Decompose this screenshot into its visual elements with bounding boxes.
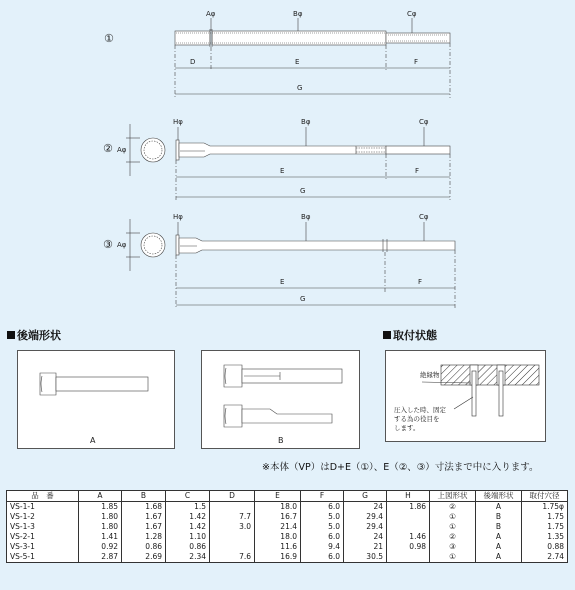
fig2-pin-drawing — [126, 124, 450, 200]
fig2-label-h: Hφ — [173, 118, 183, 126]
table-cell: ① — [430, 552, 476, 563]
table-cell: 1.85 — [79, 502, 122, 513]
table-cell: 1.46 — [387, 532, 430, 542]
table-row — [7, 522, 568, 532]
table-cell: 2.87 — [79, 552, 122, 563]
table-cell: ① — [430, 512, 476, 522]
table-row — [7, 552, 568, 563]
table-cell: 18.0 — [255, 532, 301, 542]
table-cell: ② — [430, 532, 476, 542]
table-cell: 6.0 — [301, 532, 344, 542]
table-cell — [210, 542, 255, 552]
rear-shape-a-drawing — [18, 351, 174, 448]
table-cell: 1.67 — [122, 512, 166, 522]
spec-table — [6, 490, 568, 563]
mounting-callout-text: 圧入した時、固定 する為の役目を します。 — [394, 406, 446, 432]
table-cell: 0.86 — [122, 542, 166, 552]
table-cell — [387, 552, 430, 563]
col-header-a: A — [79, 491, 122, 502]
fig2-label-e: E — [280, 167, 285, 175]
table-cell — [210, 502, 255, 513]
table-cell: 0.86 — [166, 542, 210, 552]
table-cell: ③ — [430, 542, 476, 552]
fig1-label-d: D — [190, 58, 196, 66]
table-cell: 1.5 — [166, 502, 210, 513]
table-row — [7, 502, 568, 513]
fig3-pin-drawing — [126, 219, 455, 308]
mounting-box — [385, 350, 546, 442]
table-cell: B — [476, 512, 522, 522]
table-cell: 1.75φ — [522, 502, 568, 513]
table-cell: A — [476, 542, 522, 552]
table-cell: VS-1-2 — [7, 512, 79, 522]
table-cell: VS-2-1 — [7, 532, 79, 542]
fig1-label-a: Aφ — [206, 10, 216, 18]
dimension-note: ※本体（VP）はD+E（①）、E（②、③）寸法まで中に入ります。 — [262, 462, 539, 473]
col-header-d: D — [210, 491, 255, 502]
table-cell: 1.86 — [387, 502, 430, 513]
table-cell: 1.35 — [522, 532, 568, 542]
table-cell: 7.6 — [210, 552, 255, 563]
table-cell: 11.6 — [255, 542, 301, 552]
table-cell — [210, 532, 255, 542]
table-cell: ① — [430, 522, 476, 532]
fig2-label-b: Bφ — [301, 118, 311, 126]
table-cell: 1.68 — [122, 502, 166, 513]
table-cell: 29.4 — [344, 522, 387, 532]
table-cell: 0.98 — [387, 542, 430, 552]
fig3-label-b: Bφ — [301, 213, 311, 221]
table-cell: 21.4 — [255, 522, 301, 532]
fig3-number: ③ — [103, 238, 113, 251]
col-header-hole-diameter: 取付穴径 — [522, 491, 568, 502]
table-cell: 7.7 — [210, 512, 255, 522]
rear-shape-b-label: B — [278, 436, 284, 445]
col-header-c: C — [166, 491, 210, 502]
fig2-label-f: F — [415, 167, 420, 175]
fig1-label-b: Bφ — [293, 10, 303, 18]
fig2-number: ② — [103, 142, 113, 155]
table-cell: 1.80 — [79, 522, 122, 532]
fig3-label-g: G — [300, 295, 306, 303]
fig2-label-a: Aφ — [117, 146, 127, 154]
col-header-b: B — [122, 491, 166, 502]
table-cell: VS-1-1 — [7, 502, 79, 513]
fig1-pin-drawing — [175, 18, 450, 98]
fig1-number: ① — [104, 32, 114, 45]
table-cell: 29.4 — [344, 512, 387, 522]
table-cell: 2.74 — [522, 552, 568, 563]
table-cell: 0.88 — [522, 542, 568, 552]
fig2-label-c: Cφ — [419, 118, 429, 126]
table-cell: 30.5 — [344, 552, 387, 563]
table-row — [7, 512, 568, 522]
fig1-label-g: G — [297, 84, 303, 92]
fig1-label-c: Cφ — [407, 10, 417, 18]
table-cell: 6.0 — [301, 552, 344, 563]
table-cell: 16.7 — [255, 512, 301, 522]
table-cell: 1.42 — [166, 512, 210, 522]
table-row — [7, 532, 568, 542]
table-cell: 24 — [344, 502, 387, 513]
table-cell — [387, 522, 430, 532]
table-cell: 16.9 — [255, 552, 301, 563]
rear-shape-b-drawing — [202, 351, 359, 448]
table-cell: 2.34 — [166, 552, 210, 563]
table-cell: 0.92 — [79, 542, 122, 552]
col-header-h: H — [387, 491, 430, 502]
table-cell: 18.0 — [255, 502, 301, 513]
col-header-g: G — [344, 491, 387, 502]
table-cell: 5.0 — [301, 522, 344, 532]
fig1-label-e: E — [295, 58, 300, 66]
fig1-label-f: F — [414, 58, 419, 66]
table-cell: A — [476, 552, 522, 563]
table-cell — [387, 512, 430, 522]
table-cell: A — [476, 502, 522, 513]
rear-shape-box-b — [201, 350, 360, 449]
table-cell: 1.41 — [79, 532, 122, 542]
table-cell: 1.75 — [522, 522, 568, 532]
fig3-label-a: Aφ — [117, 241, 127, 249]
table-cell: 1.42 — [166, 522, 210, 532]
table-cell: 2.69 — [122, 552, 166, 563]
mounting-callout-insulator: 絶縁物 — [420, 371, 440, 379]
table-cell: ② — [430, 502, 476, 513]
spec-table-header-row — [7, 491, 568, 502]
col-header-e: E — [255, 491, 301, 502]
mounting-title: 取付状態 — [383, 330, 437, 341]
rear-shape-title: 後端形状 — [7, 330, 61, 341]
table-cell: 1.75 — [522, 512, 568, 522]
fig3-label-h: Hφ — [173, 213, 183, 221]
col-header-part-number: 品 番 — [7, 491, 79, 502]
table-cell: VS-1-3 — [7, 522, 79, 532]
col-header-figure-shape: 上図形状 — [430, 491, 476, 502]
table-cell: 24 — [344, 532, 387, 542]
table-cell: B — [476, 522, 522, 532]
fig2-label-g: G — [300, 187, 306, 195]
table-cell: 5.0 — [301, 512, 344, 522]
table-cell: VS-3-1 — [7, 542, 79, 552]
table-cell: 6.0 — [301, 502, 344, 513]
table-row — [7, 542, 568, 552]
col-header-rear-shape: 後端形状 — [476, 491, 522, 502]
rear-shape-box-a — [17, 350, 175, 449]
table-cell: 9.4 — [301, 542, 344, 552]
table-cell: 1.80 — [79, 512, 122, 522]
table-cell: 1.67 — [122, 522, 166, 532]
table-cell: 1.10 — [166, 532, 210, 542]
fig3-label-c: Cφ — [419, 213, 429, 221]
fig3-label-f: F — [418, 278, 423, 286]
table-cell: A — [476, 532, 522, 542]
table-cell: 21 — [344, 542, 387, 552]
table-cell: VS-5-1 — [7, 552, 79, 563]
rear-shape-a-label: A — [90, 436, 96, 445]
col-header-f: F — [301, 491, 344, 502]
table-cell: 1.28 — [122, 532, 166, 542]
table-cell: 3.0 — [210, 522, 255, 532]
fig3-label-e: E — [280, 278, 285, 286]
